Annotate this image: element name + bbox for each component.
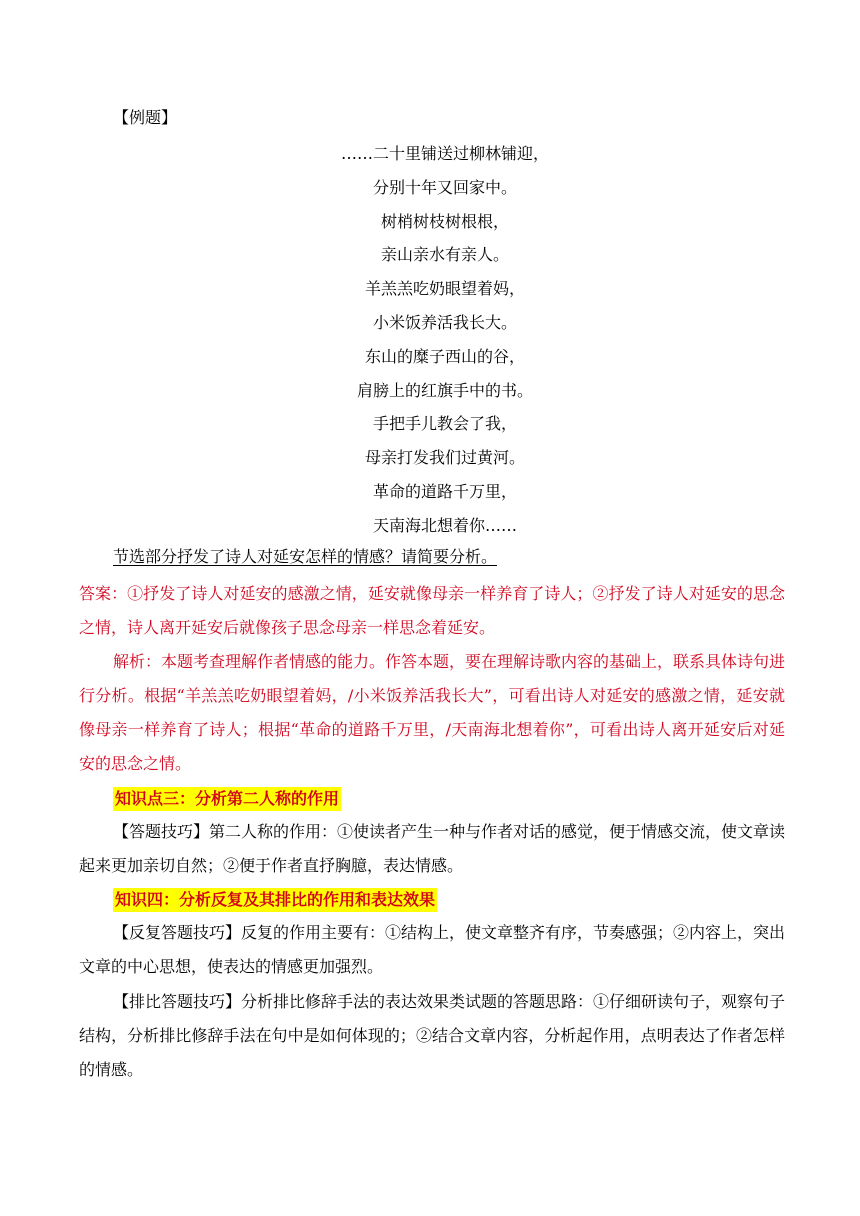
- poem-line: 母亲打发我们过黄河。: [364, 448, 525, 468]
- section3-heading: 知识点三：分析第二人称的作用: [113, 787, 341, 811]
- poem-line: 肩膀上的红旗手中的书。: [356, 380, 533, 400]
- poem-line: 革命的道路千万里，: [372, 481, 517, 501]
- section4-tip-repeat: 【反复答题技巧】反复的作用主要有：①结构上，使文章整齐有序，节奏感强；②内容上，突出文章的中心思想，使表达的情感更加强烈。: [79, 923, 786, 976]
- section4-heading: 知识四：分析反复及其排比的作用和表达效果: [113, 888, 437, 912]
- answer-paragraph: 答案：①抒发了诗人对延安的感激之情，延安就像母亲一样养育了诗人；②抒发了诗人对延安的思念之情，诗人离开延安后就像孩子思念母亲一样思念着延安。: [79, 584, 785, 637]
- question: [79, 540, 785, 574]
- example-label: 【例题】: [113, 108, 178, 127]
- section3-tip: 【答题技巧】第二人称的作用：①使读者产生一种与作者对话的感觉，便于情感交流，使文章读起来更加亲切自然；②便于作者直抒胸臆，表达情感。: [79, 822, 786, 875]
- section4-tip-parallel: 【排比答题技巧】分析排比修辞手法的表达效果类试题的答题思路：①仔细研读句子，观察句子结构，分析排比修辞手法在句中是如何体现的；②结合文章内容，分析起作用，点明表达了作者怎样的情感。: [79, 992, 786, 1079]
- question-text: 节选部分抒发了诗人对延安怎样的情感？请简要分析。: [113, 547, 498, 566]
- poem-line: ……二十里铺送过柳林铺迎，: [340, 144, 549, 163]
- poem-line: 手把手儿教会了我，: [372, 414, 517, 434]
- poem-line: 天南海北想着你……: [372, 515, 517, 535]
- poem-line: 羊羔羔吃奶眼望着妈，: [364, 279, 525, 299]
- poem-line: 亲山亲水有亲人。: [380, 245, 509, 265]
- poem-line: 东山的糜子西山的谷，: [364, 346, 525, 366]
- analysis-paragraph: 解析：本题考查理解作者情感的能力。作答本题，要在理解诗歌内容的基础上，联系具体诗句进行分析。根据“羊羔羔吃奶眼望着妈，/小米饭养活我长大”，可看出诗人对延安的感激之情，延安就像母亲一样养育了诗人；根据“革命的道路千万里，/天南海北想着你”，可看出诗人离开延安后对延安的思念之情。: [79, 652, 786, 773]
- poem: [0, 142, 860, 548]
- poem-line: 分别十年又回家中。: [372, 177, 517, 197]
- poem-line: 树梢树枝树根根，: [380, 211, 509, 231]
- poem-line: 小米饭养活我长大。: [372, 312, 517, 332]
